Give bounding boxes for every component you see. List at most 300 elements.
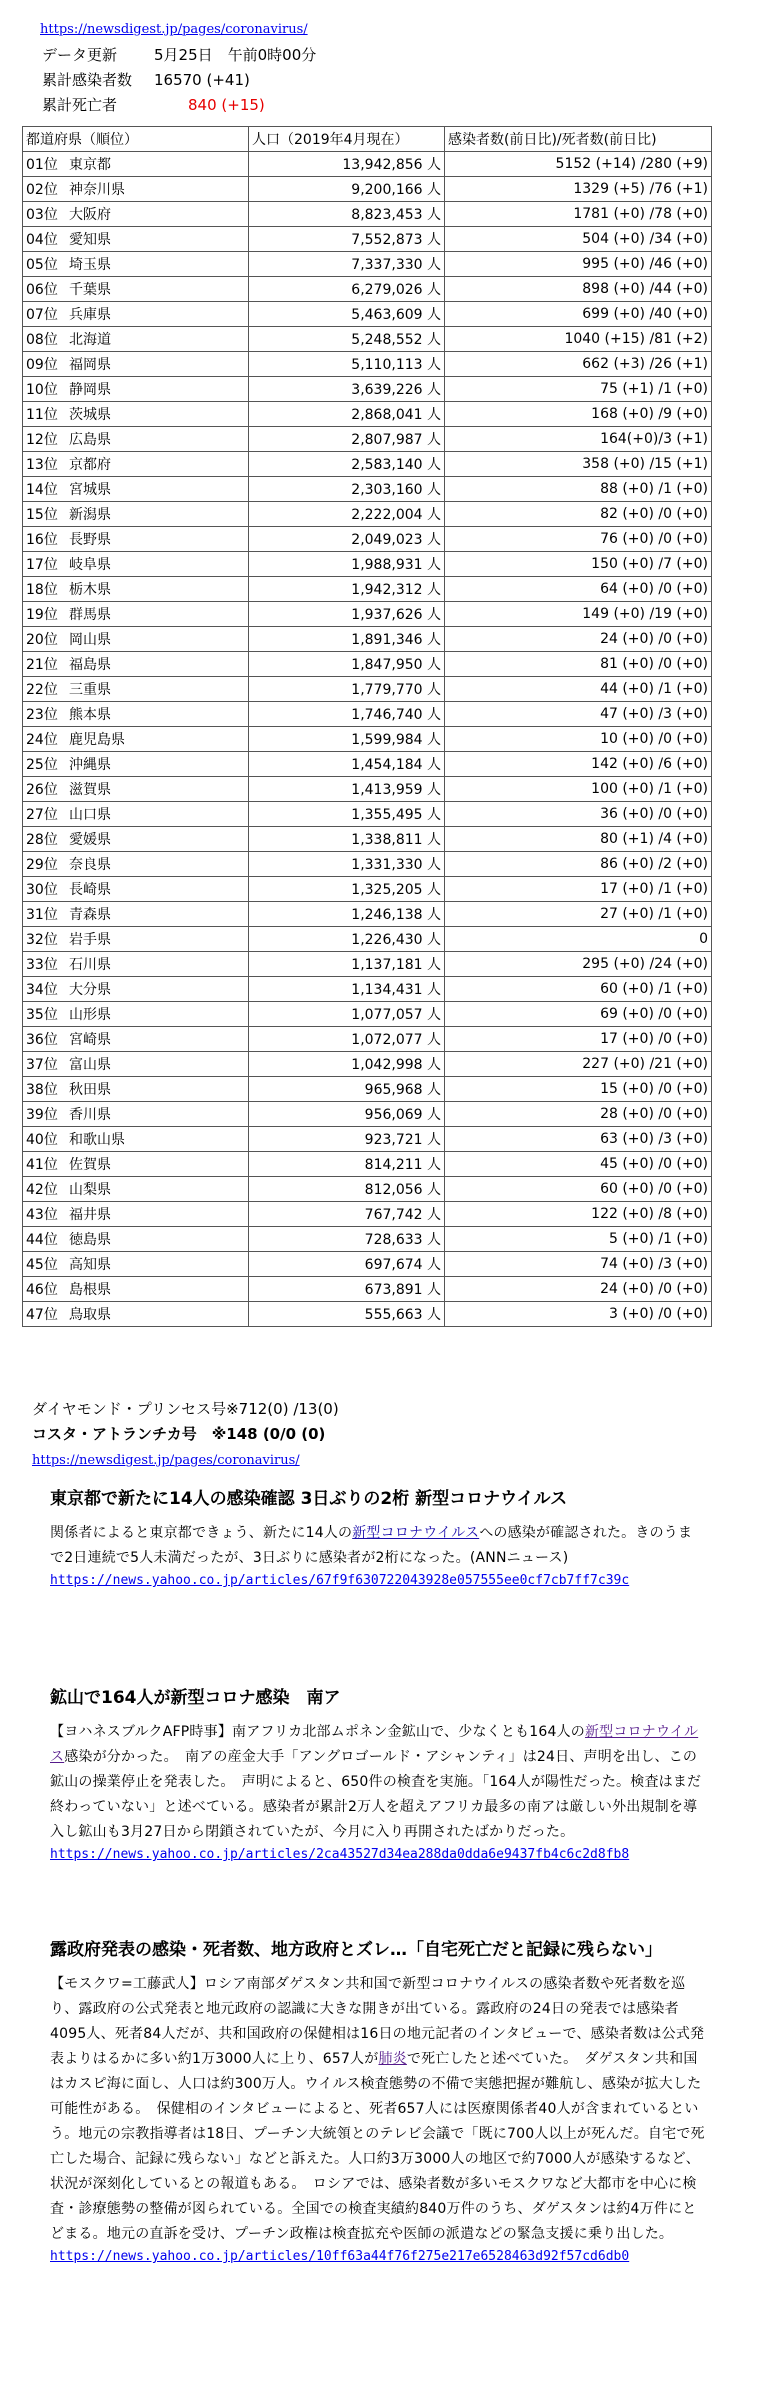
prefecture-name: 三重県 [69,682,111,698]
prefecture-name: 滋賀県 [69,782,111,798]
population-cell: 1,746,740 人 [249,702,445,727]
table-row [23,1077,712,1102]
rank-label: 08位 [26,332,58,348]
rank-label: 43位 [26,1207,58,1223]
rank-label: 04位 [26,232,58,248]
table-row [23,877,712,902]
prefecture-name: 茨城県 [69,407,111,423]
cases-cell: 150 (+0) /7 (+0) [445,552,712,577]
table-row [23,1252,712,1277]
population-cell: 1,137,181 人 [249,952,445,977]
population-cell: 1,226,430 人 [249,927,445,952]
cases-cell: 149 (+0) /19 (+0) [445,602,712,627]
cases-cell: 81 (+0) /0 (+0) [445,652,712,677]
prefecture-name: 石川県 [69,957,111,973]
cases-cell: 63 (+0) /3 (+0) [445,1127,712,1152]
population-cell: 3,639,226 人 [249,377,445,402]
rank-label: 10位 [26,382,58,398]
ship-info [32,1397,339,1473]
rank-label: 22位 [26,682,58,698]
table-row [23,1277,712,1302]
prefecture-cell [23,577,249,602]
prefecture-name: 島根県 [69,1282,111,1298]
cases-cell: 17 (+0) /0 (+0) [445,1027,712,1052]
prefecture-name: 沖縄県 [69,757,111,773]
prefecture-cell [23,277,249,302]
population-cell: 673,891 人 [249,1277,445,1302]
population-cell: 1,325,205 人 [249,877,445,902]
population-cell: 1,454,184 人 [249,752,445,777]
prefecture-name: 東京都 [69,157,111,173]
prefecture-cell [23,327,249,352]
prefecture-cell [23,652,249,677]
table-row [23,202,712,227]
cases-cell: 75 (+1) /1 (+0) [445,377,712,402]
deaths-value: 840 (+15) [188,96,265,114]
rank-label: 17位 [26,557,58,573]
rank-label: 15位 [26,507,58,523]
cases-cell: 88 (+0) /1 (+0) [445,477,712,502]
cases-cell: 3 (+0) /0 (+0) [445,1302,712,1327]
population-cell: 2,049,023 人 [249,527,445,552]
cases-cell: 60 (+0) /1 (+0) [445,977,712,1002]
prefecture-name: 大阪府 [69,207,111,223]
rank-label: 31位 [26,907,58,923]
prefecture-cell [23,1277,249,1302]
cases-cell: 662 (+3) /26 (+1) [445,352,712,377]
table-row [23,827,712,852]
cases-cell: 60 (+0) /0 (+0) [445,1177,712,1202]
cases-cell: 45 (+0) /0 (+0) [445,1152,712,1177]
prefecture-cell [23,1127,249,1152]
cases-cell: 504 (+0) /34 (+0) [445,227,712,252]
rank-label: 03位 [26,207,58,223]
table-row [23,927,712,952]
cases-cell: 0 [445,927,712,952]
rank-label: 41位 [26,1157,58,1173]
prefecture-cell [23,1002,249,1027]
cases-cell: 10 (+0) /0 (+0) [445,727,712,752]
population-cell: 2,222,004 人 [249,502,445,527]
rank-label: 18位 [26,582,58,598]
cases-cell: 1781 (+0) /78 (+0) [445,202,712,227]
prefecture-cell [23,352,249,377]
prefecture-table [22,126,712,1327]
table-row [23,1302,712,1327]
prefecture-cell [23,452,249,477]
prefecture-name: 鳥取県 [69,1307,111,1323]
table-row [23,902,712,927]
prefecture-cell [23,1252,249,1277]
prefecture-cell [23,1152,249,1177]
rank-label: 47位 [26,1307,58,1323]
rank-label: 35位 [26,1007,58,1023]
cases-cell: 15 (+0) /0 (+0) [445,1077,712,1102]
cases-cell: 80 (+1) /4 (+0) [445,827,712,852]
table-row [23,602,712,627]
cases-value: 16570 (+41) [154,71,250,89]
rank-label: 32位 [26,932,58,948]
article-title: 鉱山で164人が新型コロナ感染 南ア [50,1688,341,1708]
cases-cell: 168 (+0) /9 (+0) [445,402,712,427]
prefecture-name: 鹿児島県 [69,732,125,748]
cases-cell: 27 (+0) /1 (+0) [445,902,712,927]
table-header-row [23,127,712,152]
table-row [23,1152,712,1177]
population-cell: 1,246,138 人 [249,902,445,927]
prefecture-cell [23,177,249,202]
news-article-3 [50,1938,705,2267]
population-cell: 1,988,931 人 [249,552,445,577]
table-row [23,652,712,677]
prefecture-cell [23,402,249,427]
population-cell: 1,779,770 人 [249,677,445,702]
prefecture-cell [23,952,249,977]
article-body: 【ヨハネスブルクAFP時事】南アフリカ北部ムポネン金鉱山で、少なくとも164人の新型コロナウイルス感染が分かった。 南アの産金大手「アングロゴールド・アシャンティ」は24日、声明を出し、この鉱山の操業停止を発表した。 声明によると、650件の検査を実施。「164人が陽性だった。検査はまだ終わっていない」と述べている。感染者が累計2万人を超えアフリカ最多の南アは厳しい外出規制を導入し鉱山も3月27日から閉鎖されていたが、今月に入り再開されたばかりだった。 [50,1724,702,1840]
rank-label: 27位 [26,807,58,823]
update-value: 5月25日 午前0時00分 [154,46,317,64]
cases-cell: 699 (+0) /40 (+0) [445,302,712,327]
news-article-2 [50,1686,705,1865]
cases-cell: 74 (+0) /3 (+0) [445,1252,712,1277]
prefecture-cell [23,202,249,227]
prefecture-cell [23,477,249,502]
population-cell: 1,338,811 人 [249,827,445,852]
prefecture-cell [23,677,249,702]
prefecture-name: 富山県 [69,1057,111,1073]
rank-label: 34位 [26,982,58,998]
cases-cell: 142 (+0) /6 (+0) [445,752,712,777]
prefecture-name: 長野県 [69,532,111,548]
cases-cell: 122 (+0) /8 (+0) [445,1202,712,1227]
population-cell: 1,937,626 人 [249,602,445,627]
population-cell: 956,069 人 [249,1102,445,1127]
population-cell: 1,331,330 人 [249,852,445,877]
article-title: 露政府発表の感染・死者数、地方政府とズレ…「自宅死亡だと記録に残らない」 [50,1940,662,1960]
rank-label: 06位 [26,282,58,298]
article-url[interactable]: https://news.yahoo.co.jp/articles/10ff63a44f76f275e217e6528463d92f57cd6db0 [50,2249,630,2264]
prefecture-name: 大分県 [69,982,111,998]
prefecture-cell [23,252,249,277]
population-cell: 1,134,431 人 [249,977,445,1002]
update-label: データ更新 [42,46,118,64]
population-cell: 7,337,330 人 [249,252,445,277]
prefecture-name: 愛知県 [69,232,111,248]
population-cell: 2,868,041 人 [249,402,445,427]
prefecture-name: 宮崎県 [69,1032,111,1048]
prefecture-name: 栃木県 [69,582,111,598]
prefecture-name: 福岡県 [69,357,111,373]
table-row [23,452,712,477]
cases-cell: 47 (+0) /3 (+0) [445,702,712,727]
population-cell: 2,807,987 人 [249,427,445,452]
population-cell: 555,663 人 [249,1302,445,1327]
table-row [23,327,712,352]
population-cell: 5,463,609 人 [249,302,445,327]
population-cell: 1,847,950 人 [249,652,445,677]
prefecture-name: 北海道 [69,332,111,348]
prefecture-cell [23,302,249,327]
update-row [42,43,316,68]
table-row [23,227,712,252]
rank-label: 33位 [26,957,58,973]
table-row [23,577,712,602]
rank-label: 24位 [26,732,58,748]
table-row [23,852,712,877]
table-row [23,727,712,752]
prefecture-cell [23,1052,249,1077]
prefecture-name: 福井県 [69,1207,111,1223]
cases-cell: 86 (+0) /2 (+0) [445,852,712,877]
prefecture-cell [23,1077,249,1102]
cases-cell: 28 (+0) /0 (+0) [445,1102,712,1127]
prefecture-cell [23,1027,249,1052]
cases-cell: 995 (+0) /46 (+0) [445,252,712,277]
header-cases: 感染者数(前日比)/死者数(前日比) [445,127,712,152]
prefecture-name: 埼玉県 [69,257,111,273]
population-cell: 1,599,984 人 [249,727,445,752]
rank-label: 29位 [26,857,58,873]
population-cell: 812,056 人 [249,1177,445,1202]
table-row [23,1102,712,1127]
cases-cell: 898 (+0) /44 (+0) [445,277,712,302]
table-row [23,952,712,977]
rank-label: 21位 [26,657,58,673]
cases-cell: 64 (+0) /0 (+0) [445,577,712,602]
cases-cell: 36 (+0) /0 (+0) [445,802,712,827]
rank-label: 01位 [26,157,58,173]
table-row [23,302,712,327]
table-row [23,252,712,277]
population-cell: 9,200,166 人 [249,177,445,202]
table-row [23,1202,712,1227]
population-cell: 1,891,346 人 [249,627,445,652]
prefecture-name: 高知県 [69,1257,111,1273]
keyword-link[interactable]: 新型コロナウイルス [352,1525,480,1541]
prefecture-cell [23,427,249,452]
table-row [23,152,712,177]
population-cell: 8,823,453 人 [249,202,445,227]
rank-label: 44位 [26,1232,58,1248]
prefecture-cell [23,1202,249,1227]
prefecture-name: 山口県 [69,807,111,823]
prefecture-cell [23,777,249,802]
population-cell: 728,633 人 [249,1227,445,1252]
table-row [23,1177,712,1202]
prefecture-name: 青森県 [69,907,111,923]
rank-label: 30位 [26,882,58,898]
cases-cell: 24 (+0) /0 (+0) [445,1277,712,1302]
keyword-link[interactable]: 肺炎 [378,2051,407,2067]
prefecture-name: 愛媛県 [69,832,111,848]
keyword-link[interactable]: 新型コロナウイルス [50,1724,699,1765]
rank-label: 39位 [26,1107,58,1123]
table-row [23,477,712,502]
prefecture-name: 熊本県 [69,707,111,723]
rank-label: 14位 [26,482,58,498]
prefecture-name: 神奈川県 [69,182,125,198]
prefecture-cell [23,802,249,827]
cases-row [42,68,316,93]
prefecture-cell [23,627,249,652]
rank-label: 12位 [26,432,58,448]
table-row [23,677,712,702]
prefecture-cell [23,827,249,852]
header-population: 人口（2019年4月現在） [249,127,445,152]
table-row [23,702,712,727]
source-link-bottom[interactable]: https://newsdigest.jp/pages/coronavirus/ [32,1453,300,1468]
cases-cell: 5 (+0) /1 (+0) [445,1227,712,1252]
prefecture-name: 福島県 [69,657,111,673]
table-row [23,402,712,427]
population-cell: 1,355,495 人 [249,802,445,827]
prefecture-name: 徳島県 [69,1232,111,1248]
prefecture-cell [23,552,249,577]
prefecture-cell [23,527,249,552]
prefecture-cell [23,902,249,927]
population-cell: 1,413,959 人 [249,777,445,802]
table-row [23,527,712,552]
rank-label: 37位 [26,1057,58,1073]
population-cell: 6,279,026 人 [249,277,445,302]
prefecture-cell [23,877,249,902]
rank-label: 20位 [26,632,58,648]
summary-header [42,43,316,118]
prefecture-name: 兵庫県 [69,307,111,323]
table-row [23,802,712,827]
prefecture-name: 奈良県 [69,857,111,873]
prefecture-cell [23,152,249,177]
prefecture-cell [23,977,249,1002]
rank-label: 23位 [26,707,58,723]
rank-label: 19位 [26,607,58,623]
cases-cell: 295 (+0) /24 (+0) [445,952,712,977]
rank-label: 13位 [26,457,58,473]
population-cell: 814,211 人 [249,1152,445,1177]
population-cell: 1,942,312 人 [249,577,445,602]
rank-label: 05位 [26,257,58,273]
rank-label: 02位 [26,182,58,198]
prefecture-name: 山形県 [69,1007,111,1023]
cases-cell: 76 (+0) /0 (+0) [445,527,712,552]
cases-cell: 227 (+0) /21 (+0) [445,1052,712,1077]
population-cell: 2,303,160 人 [249,477,445,502]
table-row [23,427,712,452]
costa-ship: コスタ・アトランチカ号 ※148 (0/0 (0) [32,1425,326,1443]
article-url[interactable]: https://news.yahoo.co.jp/articles/67f9f630722043928e057555ee0cf7cb7ff7c39c [50,1573,630,1588]
article-title: 東京都で新たに14人の感染確認 3日ぶりの2桁 新型コロナウイルス [50,1489,568,1509]
table-row [23,1127,712,1152]
cases-label: 累計感染者数 [42,71,133,89]
rank-label: 07位 [26,307,58,323]
rank-label: 42位 [26,1182,58,1198]
news-article-1 [50,1487,705,1591]
prefecture-cell [23,227,249,252]
population-cell: 697,674 人 [249,1252,445,1277]
population-cell: 923,721 人 [249,1127,445,1152]
prefecture-name: 長崎県 [69,882,111,898]
rank-label: 36位 [26,1032,58,1048]
prefecture-name: 山梨県 [69,1182,111,1198]
prefecture-cell [23,752,249,777]
population-cell: 767,742 人 [249,1202,445,1227]
prefecture-cell [23,502,249,527]
cases-cell: 17 (+0) /1 (+0) [445,877,712,902]
prefecture-name: 岐阜県 [69,557,111,573]
article-url[interactable]: https://news.yahoo.co.jp/articles/2ca43527d34ea288da0dda6e9437fb4c6c2d8fb8 [50,1847,630,1862]
prefecture-name: 千葉県 [69,282,111,298]
prefecture-cell [23,702,249,727]
table-row [23,1002,712,1027]
population-cell: 7,552,873 人 [249,227,445,252]
prefecture-name: 京都府 [69,457,111,473]
rank-label: 09位 [26,357,58,373]
table-row [23,777,712,802]
rank-label: 16位 [26,532,58,548]
prefecture-name: 岩手県 [69,932,111,948]
prefecture-name: 群馬県 [69,607,111,623]
rank-label: 11位 [26,407,58,423]
rank-label: 28位 [26,832,58,848]
table-row [23,1227,712,1252]
population-cell: 1,042,998 人 [249,1052,445,1077]
rank-label: 45位 [26,1257,58,1273]
article-body: 【モスクワ=工藤武人】ロシア南部ダゲスタン共和国で新型コロナウイルスの感染者数や死者数を巡り、露政府の公式発表と地元政府の認識に大きな開きが出ている。露政府の24日の発表では感染者4095人、死者84人だが、共和国政府の保健相は16日の地元記者のインタビューで、感染者数は公式発表よりはるかに多い約1万3000人に上り、657人が肺炎で死亡したと述べていた。 ダゲスタン共和国はカスピ海に面し、人口は約300万人。ウイルス検査態勢の不備で実態把握が難航し、感染が拡大した可能性がある。 保健相のインタビューによると、死者657人には医療関係者40人が含まれているという。地元の宗教指導者は18日、プーチン大統領とのテレビ会議で「既に700人以上が死んだ。自宅で死亡した場合、記録に残らない」などと訴えた。人口約3万3000人の地区で約7000人が感染するなど、状況が深刻化しているとの報道もある。 ロシアでは、感染者数が多いモスクワなど大都市を中心に検査・診療態勢の整備が図られている。全国での検査実績約840万件のうち、ダゲスタンは約4万件にとどまる。地元の直訴を受け、プーチン政権は検査拡充や医師の派遣などの緊急支援に乗り出した。 [50,1976,705,2242]
population-cell: 13,942,856 人 [249,152,445,177]
rank-label: 25位 [26,757,58,773]
table-row [23,1052,712,1077]
table-row [23,627,712,652]
deaths-label: 累計死亡者 [42,96,118,114]
table-row [23,502,712,527]
cases-cell: 24 (+0) /0 (+0) [445,627,712,652]
prefecture-name: 広島県 [69,432,111,448]
prefecture-cell [23,927,249,952]
table-row [23,977,712,1002]
cases-cell: 69 (+0) /0 (+0) [445,1002,712,1027]
article-body: 関係者によると東京都できょう、新たに14人の新型コロナウイルスへの感染が確認された。きのうまで2日連続で5人未満だったが、3日ぶりに感染者が2桁になった。(ANNニュース) [50,1525,693,1566]
table-row [23,377,712,402]
prefecture-name: 岡山県 [69,632,111,648]
prefecture-name: 新潟県 [69,507,111,523]
rank-label: 46位 [26,1282,58,1298]
prefecture-cell [23,602,249,627]
cases-cell: 82 (+0) /0 (+0) [445,502,712,527]
prefecture-name: 宮城県 [69,482,111,498]
rank-label: 26位 [26,782,58,798]
prefecture-name: 静岡県 [69,382,111,398]
prefecture-cell [23,852,249,877]
population-cell: 2,583,140 人 [249,452,445,477]
cases-cell: 164(+0)/3 (+1) [445,427,712,452]
prefecture-cell [23,727,249,752]
prefecture-name: 香川県 [69,1107,111,1123]
source-link-top[interactable]: https://newsdigest.jp/pages/coronavirus/ [40,22,308,37]
rank-label: 40位 [26,1132,58,1148]
population-cell: 5,248,552 人 [249,327,445,352]
table-row [23,552,712,577]
table-row [23,752,712,777]
cases-cell: 1329 (+5) /76 (+1) [445,177,712,202]
deaths-row [42,93,316,118]
rank-label: 38位 [26,1082,58,1098]
princess-ship: ダイヤモンド・プリンセス号※712(0) /13(0) [32,1400,339,1418]
table-row [23,277,712,302]
prefecture-cell [23,1227,249,1252]
prefecture-name: 和歌山県 [69,1132,125,1148]
prefecture-name: 秋田県 [69,1082,111,1098]
table-row [23,1027,712,1052]
